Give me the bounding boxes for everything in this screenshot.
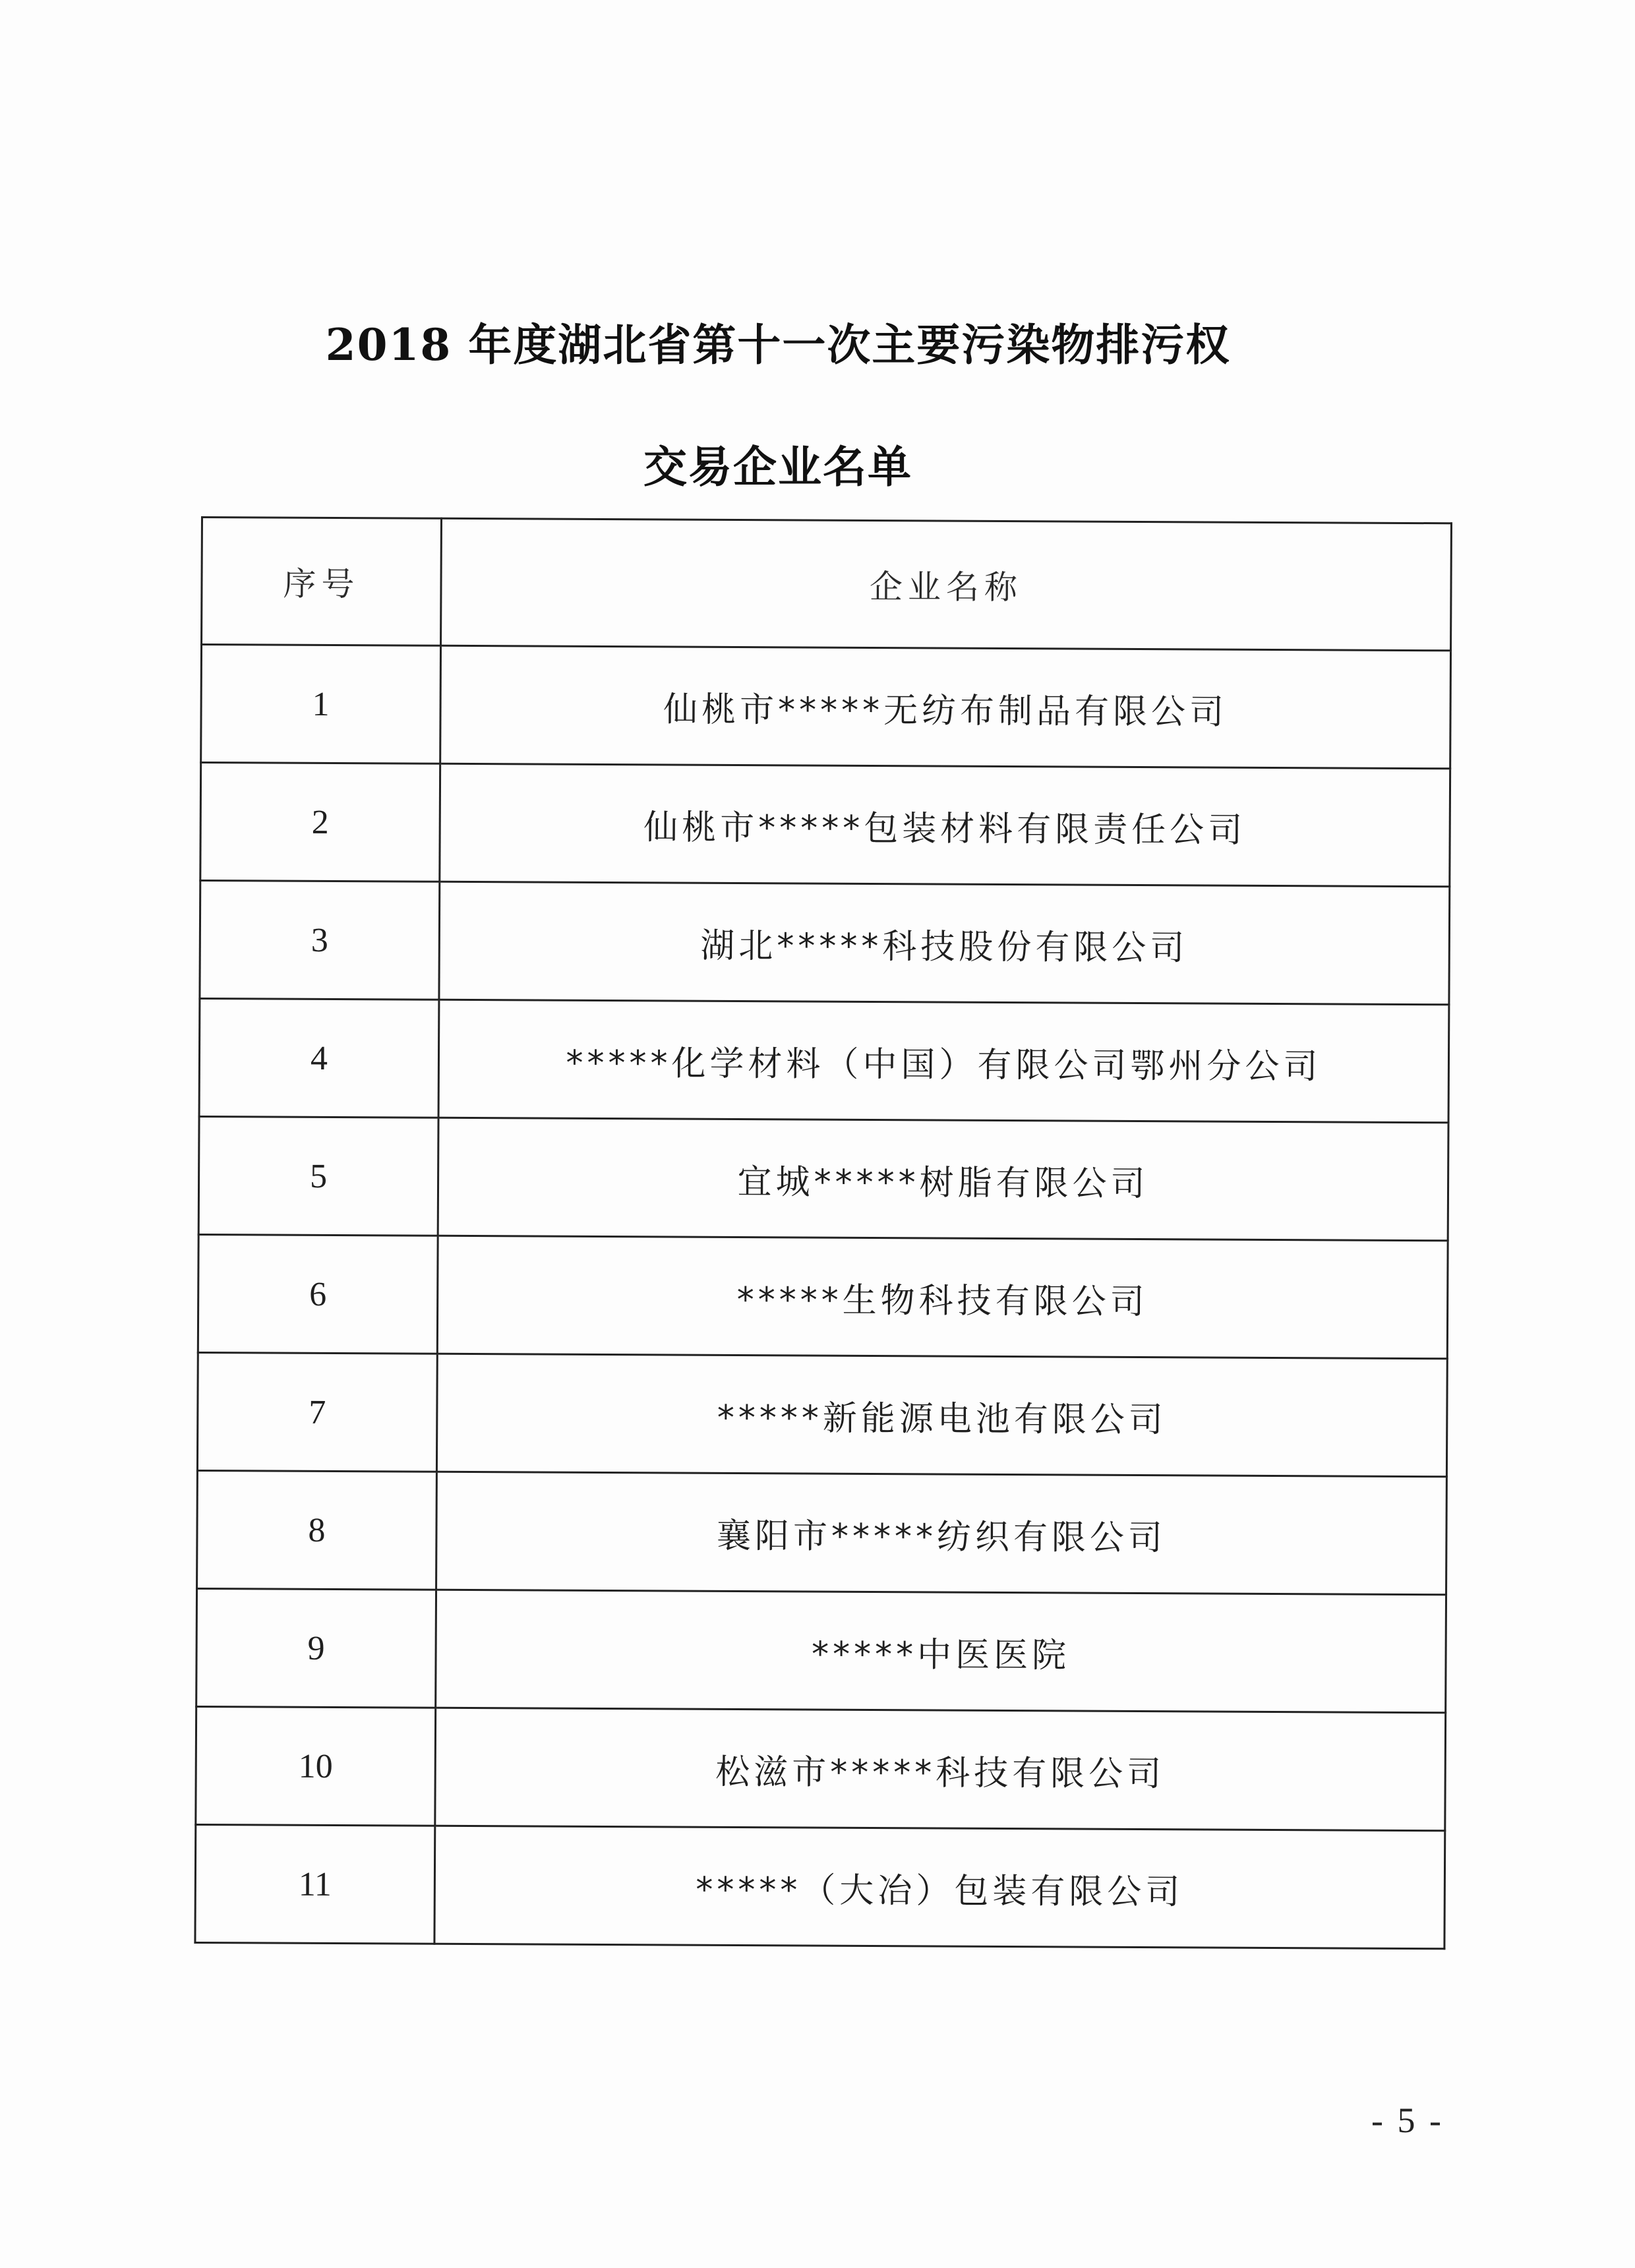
document-title-line-1: 2018 年度湖北省第十一次主要污染物排污权 — [325, 319, 1231, 371]
row-enterprise-name: 仙桃市*****包装材料有限责任公司 — [440, 763, 1450, 886]
row-enterprise-name: 襄阳市*****纺织有限公司 — [436, 1472, 1447, 1594]
row-number: 2 — [200, 763, 440, 882]
row-number: 9 — [196, 1588, 436, 1708]
enterprise-table-container — [194, 516, 1450, 1977]
row-number: 10 — [196, 1706, 436, 1826]
row-number: 1 — [201, 645, 441, 764]
row-number: 4 — [199, 998, 439, 1118]
row-enterprise-name: *****中医医院 — [436, 1590, 1446, 1712]
row-enterprise-name: 仙桃市*****无纺布制品有限公司 — [440, 645, 1451, 768]
row-enterprise-name: 宜城*****树脂有限公司 — [438, 1118, 1448, 1240]
row-number: 7 — [197, 1352, 437, 1472]
table-row — [201, 645, 1451, 769]
row-enterprise-name: *****生物科技有限公司 — [437, 1236, 1448, 1358]
table-row — [198, 1234, 1448, 1358]
row-enterprise-name: *****化学材料（中国）有限公司鄂州分公司 — [438, 1000, 1449, 1122]
row-number: 11 — [195, 1824, 435, 1944]
enterprise-table — [194, 516, 1452, 1950]
row-number: 6 — [198, 1234, 438, 1354]
row-number: 8 — [197, 1470, 437, 1590]
table-row — [195, 1824, 1445, 1948]
row-enterprise-name: 松滋市*****科技有限公司 — [435, 1708, 1446, 1830]
row-enterprise-name: *****（大冶）包装有限公司 — [434, 1826, 1445, 1948]
table-row — [199, 998, 1449, 1122]
table-row — [200, 881, 1450, 1005]
header-enterprise-name: 企业名称 — [441, 518, 1452, 650]
row-number: 5 — [198, 1116, 438, 1236]
row-enterprise-name: 湖北*****科技股份有限公司 — [439, 881, 1450, 1004]
table-header-row — [202, 518, 1452, 651]
row-number: 3 — [200, 881, 440, 1000]
table-row — [196, 1706, 1446, 1830]
row-enterprise-name: *****新能源电池有限公司 — [436, 1354, 1447, 1476]
table-row — [198, 1116, 1448, 1240]
header-serial-number: 序号 — [202, 518, 442, 646]
table-row — [197, 1470, 1447, 1594]
table-row — [196, 1588, 1446, 1712]
document-title-line-2: 交易企业名单 — [643, 441, 912, 492]
table-row — [197, 1352, 1447, 1476]
page-number: - 5 - — [1371, 2101, 1444, 2140]
table-row — [200, 763, 1450, 887]
